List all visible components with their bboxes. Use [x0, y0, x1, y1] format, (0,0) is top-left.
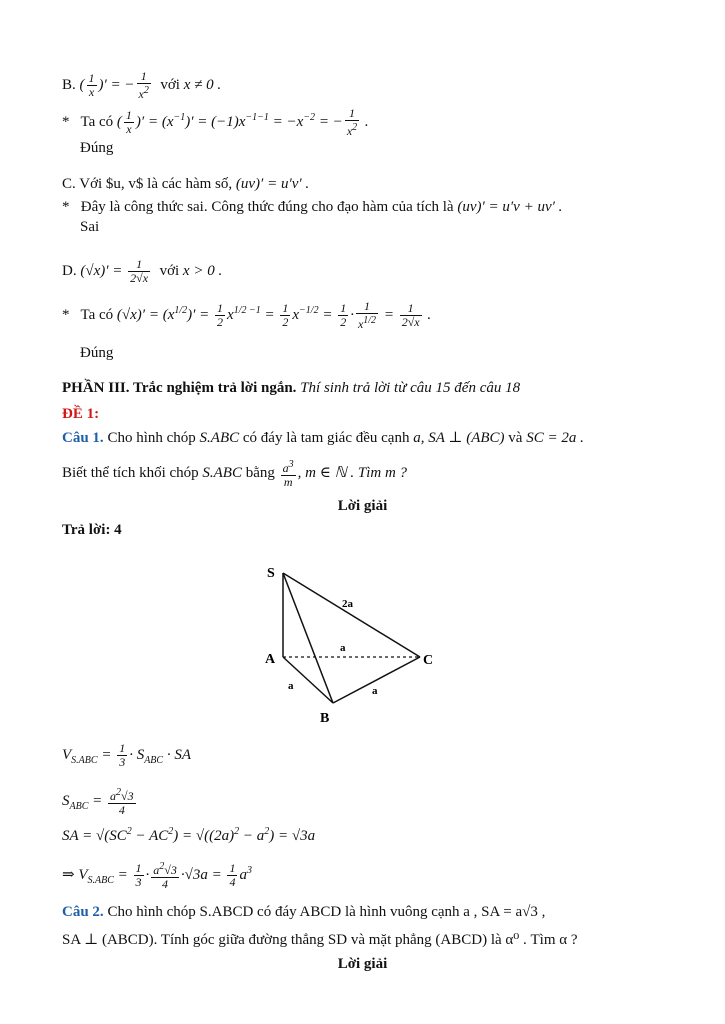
label-s: S [267, 566, 275, 581]
edge-sc [283, 573, 420, 657]
base-area-formula: $S_{ABC}$ = $\frac{a^2√3}{4}$ [62, 787, 134, 817]
answer-1: Trả lời: 4 [62, 522, 122, 538]
option-b: B. ( $\frac{1}{x}$ )′ = − $\frac{1}{x^2}$ với x ≠ 0 . [62, 69, 222, 101]
part-title: PHẦN III. Trắc nghiệm trả lời ngắn. Thí sinh trả lời từ câu 15 đến câu 18 [62, 380, 521, 396]
label-sc-length: 2a [342, 598, 353, 610]
option-b-label: B. [62, 76, 76, 93]
sa-formula: SA = $√(SC^2 - AC^2) = √((2a)^2 - a^2) = √3a$ [62, 826, 316, 844]
question-1-line-2: Biết thể tích khối chóp S.ABC bằng $\frac{a^3}{m}$ , m ∈ ℕ . Tìm m ? [62, 459, 408, 489]
pyramid-figure [255, 560, 455, 730]
volume-formula: $V_{S.ABC}$ = $\frac{1}{3}$ · $S_{ABC}$ · SA [62, 741, 191, 769]
label-bc-length: a [372, 685, 378, 697]
option-c-result: Sai [80, 219, 100, 235]
option-b-cond-math: x ≠ 0 . [183, 76, 222, 93]
option-c: C. Với $u, v$ là các hàm số, (uv)′ = u′v′ . [62, 176, 310, 192]
option-d-result: Đúng [80, 345, 114, 361]
option-b-cond: với [160, 76, 180, 93]
volume-result: ⇒ $V_{S.ABC}$ = $\frac{1}{3}$ · $\frac{a^2√3}{4}$ ·√3a = $\frac{1}{4}$ $a^3$ [62, 861, 252, 891]
option-d-solution: * Ta có $(√x)' = (x^{1/2})'$ = $\frac{1}{2}$ $x^{1/2 -1}$ = $\frac{1}{2}$ $x^{-1/2}$ = $\frac{1}{2}$ · $\frac{1}{x^{1/2}}$ = $\frac{1}{2√x}$ . [62, 299, 432, 331]
label-c: C [423, 653, 434, 668]
option-d: D. (√x)′ = $\frac{1}{2√x}$ với x > 0 . [62, 257, 223, 285]
option-b-result: Đúng [80, 140, 114, 156]
label-ac-length: a [340, 642, 346, 654]
de-label: ĐỀ 1: [62, 406, 100, 422]
solution-title-2: Lời giải [337, 956, 388, 972]
question-2: Câu 2. Cho hình chóp S.ABCD có đáy ABCD là hình vuông cạnh a , SA = a√3 , [62, 904, 546, 920]
solution-title-1: Lời giải [337, 498, 388, 514]
label-b: B [320, 711, 330, 726]
question-2-line-2: SA ⊥ (ABCD). Tính góc giữa đường thẳng SD và mặt phẳng (ABCD) là α⁰ . Tìm α ? [62, 932, 578, 948]
question-1: Câu 1. Cho hình chóp S.ABC có đáy là tam giác đều cạnh a, SA ⊥ (ABC) và SC = 2a . [62, 430, 584, 446]
label-a: A [265, 652, 276, 667]
label-ab-length: a [288, 680, 294, 692]
option-c-solution: * Đây là công thức sai. Công thức đúng cho đạo hàm của tích là (uv)′ = u′v + uv′ . [62, 199, 563, 215]
option-b-solution: * Ta có ( $\frac{1}{x}$ )′ = $(x^{-1})' = (-1)x^{-1-1} = -x^{-2}$ = − $\frac{1}{x^2}$ . [62, 106, 369, 138]
